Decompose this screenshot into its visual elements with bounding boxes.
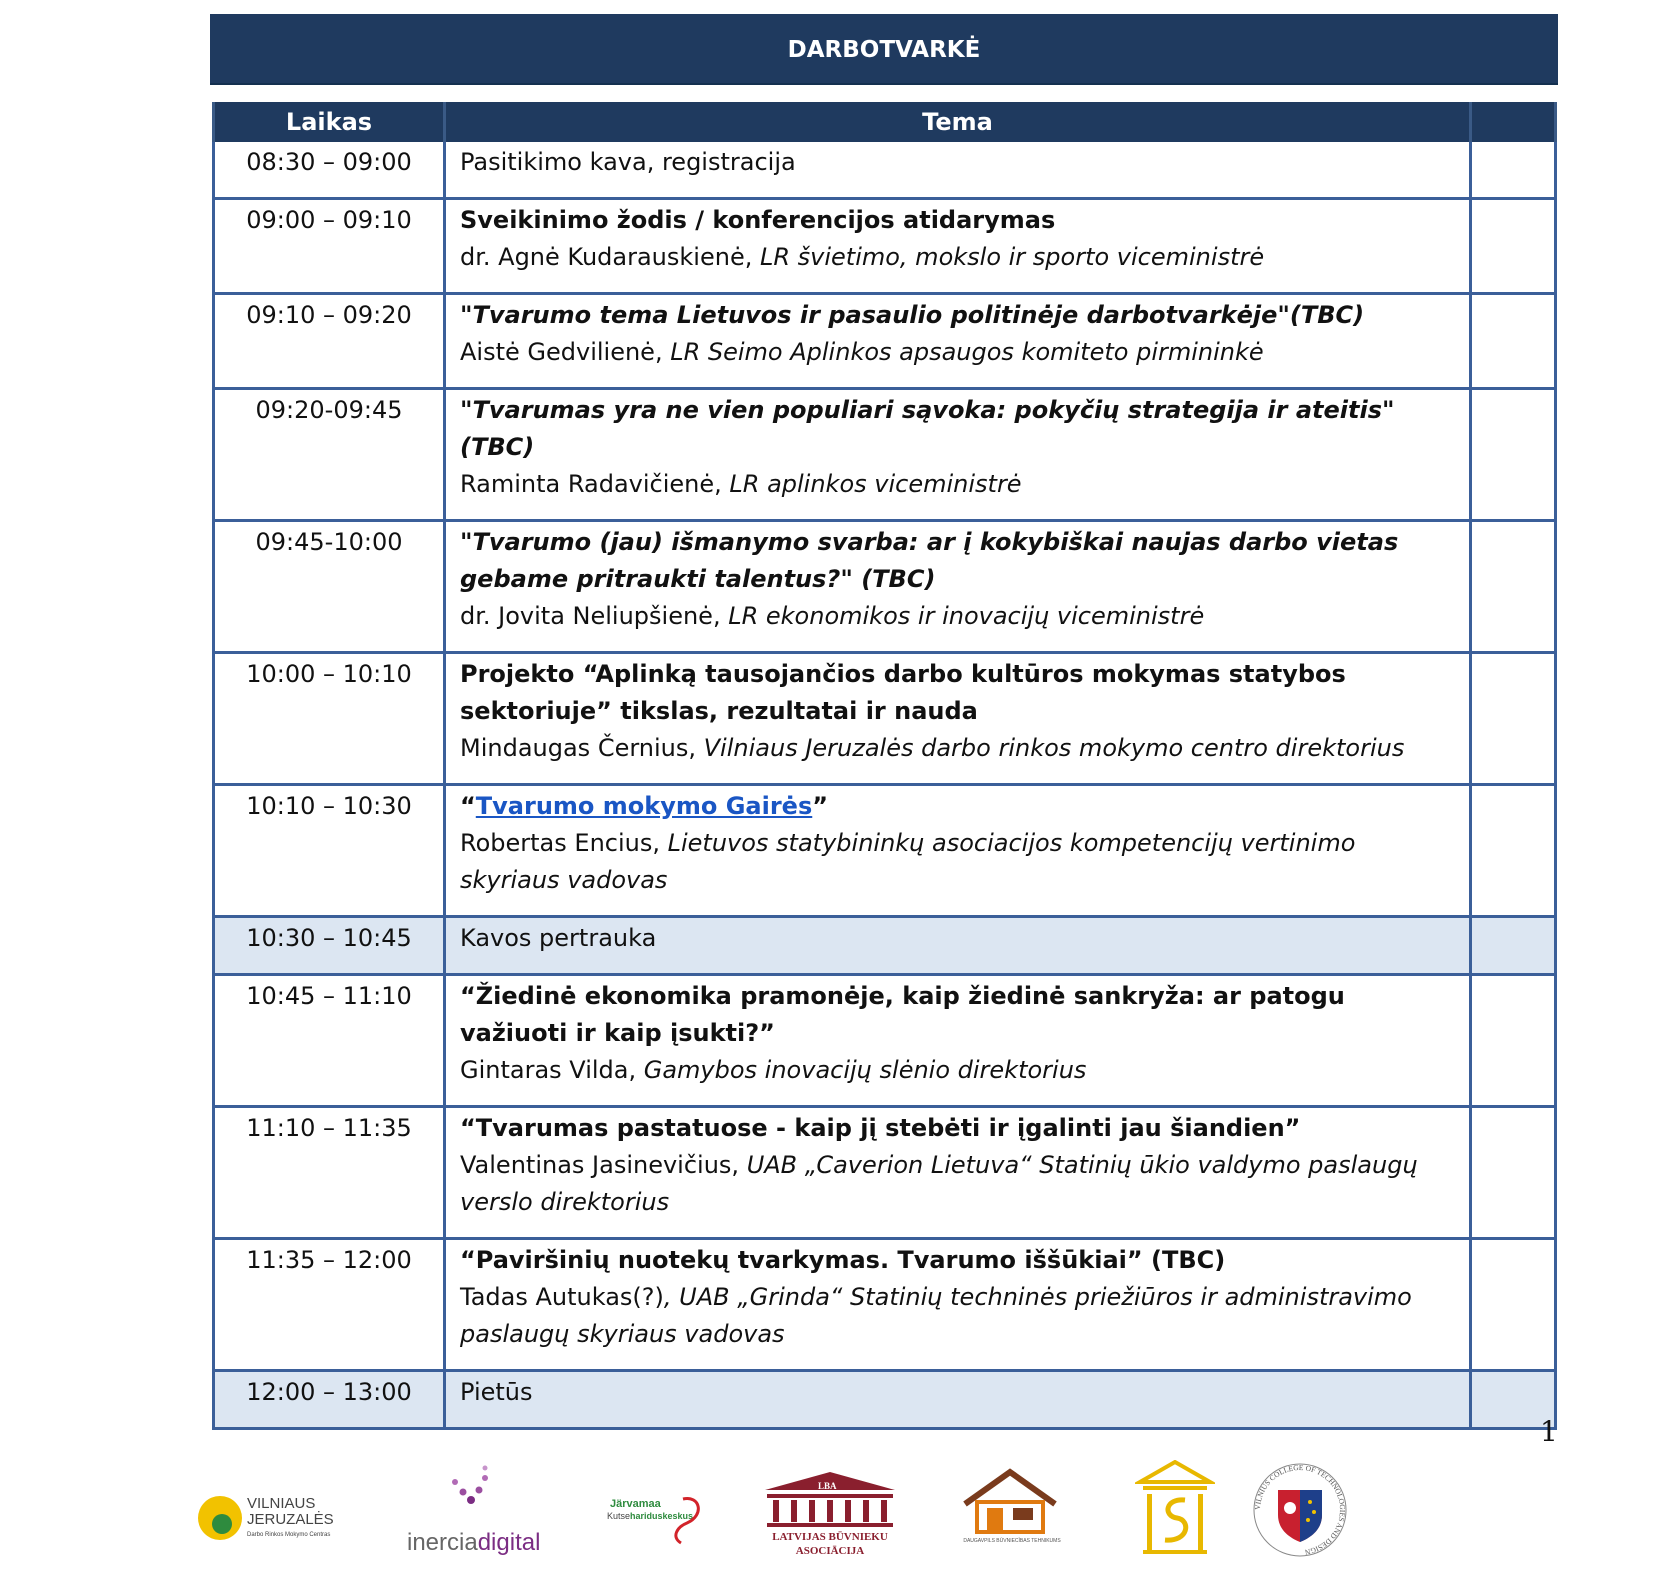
guidelines-link[interactable]: Tvarumo mokymo Gairės — [475, 792, 813, 820]
speaker-name: dr. Jovita Neliupšienė, — [460, 602, 729, 630]
table-row — [214, 653, 1556, 785]
time-cell: 10:00 – 10:10 — [214, 653, 445, 785]
vilniaus-line3: Darbo Rinkos Mokymo Centras — [247, 1532, 331, 1538]
vilniaus-jeruzales-logo — [195, 1488, 345, 1548]
vtdk-seal-logo — [1250, 1460, 1350, 1560]
table-row — [214, 1239, 1556, 1371]
time-cell: 11:10 – 11:35 — [214, 1107, 445, 1239]
house-roof-icon — [965, 1472, 1055, 1504]
speaker-name: Raminta Radavičienė, — [460, 470, 730, 498]
time-cell: 09:20-09:45 — [214, 389, 445, 521]
partner-logos — [0, 1460, 1653, 1570]
extra-cell — [1471, 1107, 1556, 1239]
table-row — [214, 1107, 1556, 1239]
speaker-line — [460, 239, 1457, 276]
jarvamaa-line2: Kutsehariduskeskus — [607, 1511, 694, 1521]
topic-cell — [445, 917, 1471, 975]
speaker-line — [460, 466, 1457, 503]
table-row — [214, 1371, 1556, 1429]
extra-cell — [1471, 294, 1556, 389]
column-header-extra — [1471, 102, 1556, 142]
column-header-topic: Tema — [445, 102, 1471, 142]
lba-badge: LBA — [818, 1481, 837, 1491]
table-row — [214, 917, 1556, 975]
topic-cell — [445, 142, 1471, 199]
extra-cell — [1471, 785, 1556, 917]
speaker-name: Robertas Encius, — [460, 829, 668, 857]
speaker-name: Mindaugas Černius, — [460, 734, 704, 762]
topic-cell — [445, 653, 1471, 785]
table-row — [214, 294, 1556, 389]
table-row — [214, 975, 1556, 1107]
speaker-line — [460, 1279, 1457, 1353]
speaker-role: Lietuvos statybininkų asociacijos kompetencijų vertinimo skyriaus vadovas — [460, 829, 1356, 894]
inercia-digital-logo — [405, 1460, 555, 1560]
pediment-icon — [1140, 1462, 1210, 1482]
knight-icon — [1284, 1502, 1296, 1514]
speaker-role: LR ekonomikos ir inovacijų viceministrė — [728, 602, 1205, 630]
speaker-role: Gamybos inovacijų slėnio direktorius — [643, 1056, 1087, 1084]
agenda-title-bar — [210, 14, 1558, 85]
table-row — [214, 521, 1556, 653]
time-cell: 10:45 – 11:10 — [214, 975, 445, 1107]
speaker-role: LR Seimo Aplinkos apsaugos komiteto pirmininkė — [670, 338, 1264, 366]
extra-cell — [1471, 917, 1556, 975]
topic-cell — [445, 1239, 1471, 1371]
speaker-line — [460, 334, 1457, 371]
column-header-time: Laikas — [214, 102, 445, 142]
speaker-name: Gintaras Vilda, — [460, 1056, 644, 1084]
time-cell: 11:35 – 12:00 — [214, 1239, 445, 1371]
topic-title: Projekto “Aplinką tausojančios darbo kultūros mokymas statybos sektoriuje” tikslas, rezultatai ir nauda — [460, 660, 1346, 725]
table-row — [214, 142, 1556, 199]
inercia-text: inerciadigital — [407, 1529, 541, 1556]
topic-title: "Tvarumo (jau) išmanymo svarba: ar į kokybiškai naujas darbo vietas gebame pritraukti talentus?" (TBC) — [460, 528, 1399, 593]
time-cell: 12:00 – 13:00 — [214, 1371, 445, 1429]
agenda-table — [212, 102, 1557, 1430]
agenda-title: DARBOTVARKĖ — [787, 36, 981, 63]
ls-emblem-logo — [1135, 1460, 1215, 1560]
extra-cell — [1471, 389, 1556, 521]
topic-cell — [445, 975, 1471, 1107]
topic-title: Kavos pertrauka — [460, 924, 657, 952]
speaker-name: Valentinas Jasinevičius, — [460, 1151, 747, 1179]
topic-title: "Tvarumo tema Lietuvos ir pasaulio politinėje darbotvarkėje"(TBC) — [460, 301, 1365, 329]
s-letter-icon — [1165, 1500, 1186, 1540]
topic-cell — [445, 199, 1471, 294]
daugavpils-caption: DAUGAVPILS BŪVNIECĪBAS TEHNIKUMS — [963, 1538, 1061, 1544]
quote-close: ” — [812, 792, 829, 820]
speaker-line — [460, 730, 1457, 767]
daugavpils-logo — [955, 1466, 1070, 1546]
speaker-role: , UAB „Grinda“ Statinių techninės priežiūros ir administravimo paslaugų skyriaus vadovas — [460, 1283, 1412, 1348]
jarvamaa-logo — [605, 1485, 715, 1545]
extra-cell — [1471, 142, 1556, 199]
topic-title: “Žiedinė ekonomika pramonėje, kaip žiedinė sankryža: ar patogu važiuoti ir kaip įsukti?” — [460, 982, 1345, 1047]
extra-cell — [1471, 199, 1556, 294]
topic-cell — [445, 1107, 1471, 1239]
lba-logo — [755, 1470, 905, 1560]
vtdk-ring-text: VILNIUS COLLEGE OF TECHNOLOGIES AND DESIGN — [1252, 1462, 1348, 1557]
table-row — [214, 199, 1556, 294]
extra-cell — [1471, 975, 1556, 1107]
speaker-role: LR aplinkos viceministrė — [729, 470, 1022, 498]
topic-title: “Paviršinių nuotekų tvarkymas. Tvarumo iššūkiai” (TBC) — [460, 1246, 1226, 1274]
topic-title: “Tvarumas pastatuose - kaip jį stebėti ir įgalinti jau šiandien” — [460, 1114, 1301, 1142]
speaker-name: Tadas Autukas(?) — [460, 1283, 664, 1311]
topic-title: Pietūs — [460, 1378, 533, 1406]
speaker-line — [460, 1052, 1457, 1089]
lba-line2: ASOCIĀCIJA — [795, 1545, 865, 1557]
speaker-name: dr. Agnė Kudarauskienė, — [460, 243, 760, 271]
topic-title: Sveikinimo žodis / konferencijos atidarymas — [460, 206, 1056, 234]
speaker-name: Aistė Gedvilienė, — [460, 338, 671, 366]
vilniaus-line2: JERUZALĖS — [247, 1511, 334, 1528]
table-header-row — [214, 102, 1556, 142]
speaker-role: LR švietimo, mokslo ir sporto viceministrė — [759, 243, 1265, 271]
topic-cell — [445, 785, 1471, 917]
topic-title: "Tvarumas yra ne vien populiari sąvoka: pokyčių strategija ir ateitis" (TBC) — [460, 396, 1395, 461]
lba-line1: LATVIJAS BŪVNIEKU — [772, 1531, 888, 1543]
time-cell: 09:45-10:00 — [214, 521, 445, 653]
topic-cell — [445, 389, 1471, 521]
jarvamaa-line1: Järvamaa — [610, 1498, 661, 1510]
time-cell: 10:30 – 10:45 — [214, 917, 445, 975]
time-cell: 08:30 – 09:00 — [214, 142, 445, 199]
table-row — [214, 389, 1556, 521]
quote-open: “ — [460, 792, 476, 820]
speaker-line — [460, 598, 1457, 635]
topic-title — [460, 788, 1457, 825]
time-cell: 09:00 – 09:10 — [214, 199, 445, 294]
table-row — [214, 785, 1556, 917]
speaker-line — [460, 825, 1457, 899]
topic-cell — [445, 294, 1471, 389]
vilniaus-line1: VILNIAUS — [247, 1495, 316, 1512]
topic-cell — [445, 521, 1471, 653]
page-number: 1 — [1540, 1415, 1558, 1448]
temple-columns-icon — [773, 1500, 887, 1522]
speaker-role: UAB „Caverion Lietuva“ Statinių ūkio valdymo paslaugų verslo direktorius — [460, 1151, 1418, 1216]
extra-cell — [1471, 1239, 1556, 1371]
topic-cell — [445, 1371, 1471, 1429]
speaker-role: Vilniaus Jeruzalės darbo rinkos mokymo centro direktorius — [703, 734, 1405, 762]
extra-cell — [1471, 521, 1556, 653]
topic-title: Pasitikimo kava, registracija — [460, 148, 796, 176]
speaker-line — [460, 1147, 1457, 1221]
time-cell: 10:10 – 10:30 — [214, 785, 445, 917]
time-cell: 09:10 – 09:20 — [214, 294, 445, 389]
extra-cell — [1471, 653, 1556, 785]
